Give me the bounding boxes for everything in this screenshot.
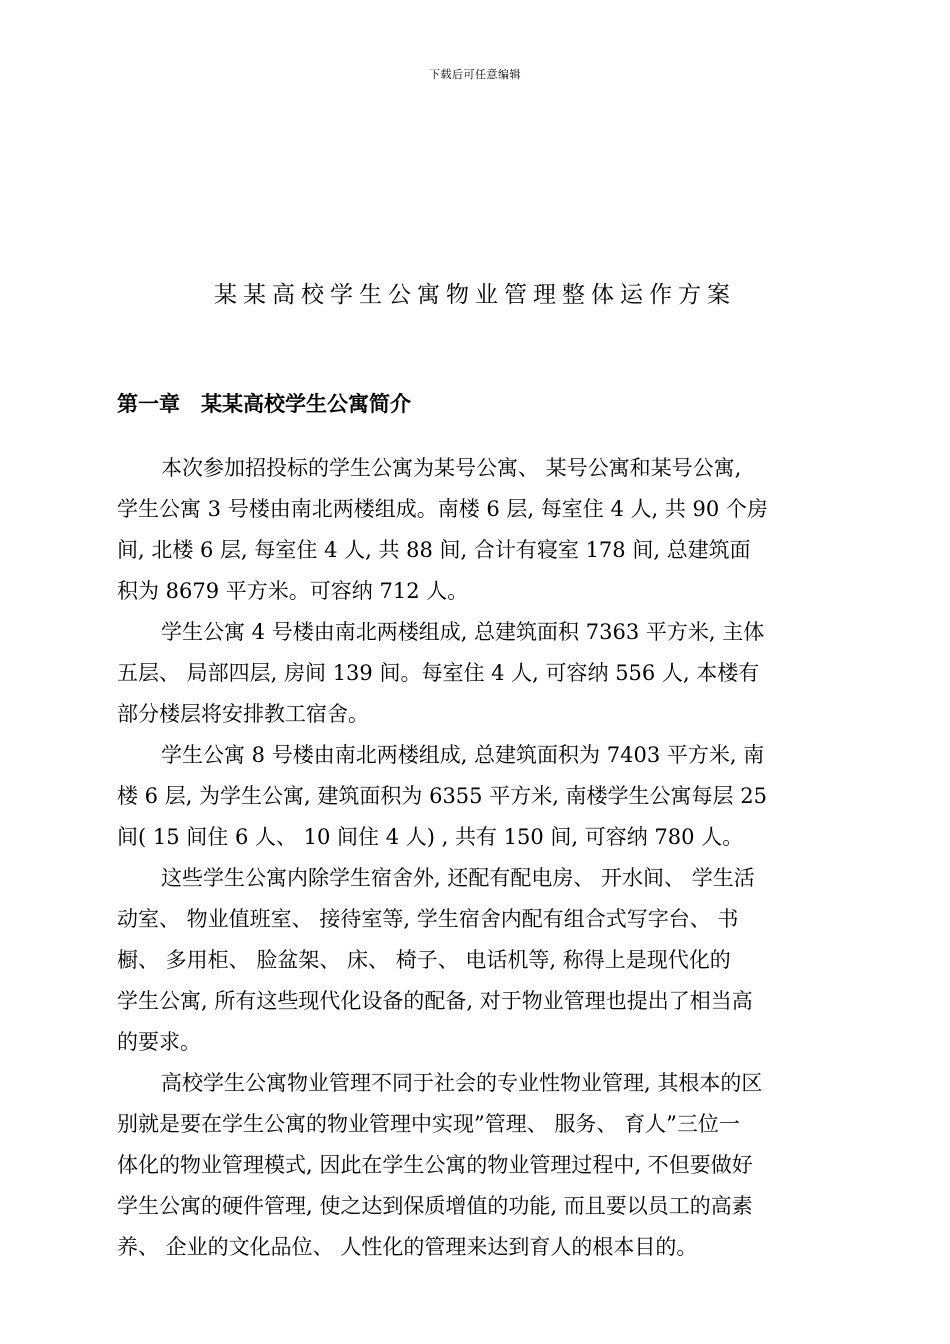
paragraph-line: 本次参加招投标的学生公寓为某号公寓、 某号公寓和某号公寓,: [161, 456, 742, 480]
paragraph-line: 部分楼层将安排教工宿舍。: [117, 702, 369, 726]
paragraph: [117, 858, 837, 1063]
document-title: 某某高校学生公寓物业管理整体运作方案: [214, 282, 736, 308]
paragraph-line: 楼 6 层, 为学生公寓, 建筑面积为 6355 平方米, 南楼学生公寓每层 25: [117, 784, 767, 808]
paragraph-line: 橱、 多用柜、 脸盆架、 床、 椅子、 电话机等, 称得上是现代化的: [117, 948, 731, 972]
paragraph-line: 养、 企业的文化品位、 人性化的管理来达到育人的根本目的。: [117, 1235, 698, 1259]
chapter-heading: 第一章 某某高校学生公寓简介: [117, 392, 411, 416]
paragraph-line: 体化的物业管理模式, 因此在学生公寓的物业管理过程中, 不但要做好: [117, 1153, 753, 1177]
body-text: [117, 448, 837, 1268]
paragraph-line: 高校学生公寓物业管理不同于社会的专业性物业管理, 其根本的区: [161, 1071, 763, 1095]
paragraph: [117, 735, 837, 858]
paragraph-line: 积为 8679 平方米。可容纳 712 人。: [117, 579, 469, 603]
paragraph-line: 这些学生公寓内除学生宿舍外, 还配有配电房、 开水间、 学生活: [161, 866, 755, 890]
paragraph-line: 动室、 物业值班室、 接待室等, 学生宿舍内配有组合式写字台、 书: [117, 907, 739, 931]
paragraph-line: 别就是要在学生公寓的物业管理中实现”管理、 服务、 育人”三位一: [117, 1112, 740, 1136]
paragraph-line: 学生公寓 3 号楼由南北两楼组成。南楼 6 层, 每室住 4 人, 共 90 个房: [117, 497, 768, 521]
paragraph-line: 学生公寓 4 号楼由南北两楼组成, 总建筑面积 7363 平方米, 主体: [161, 620, 765, 644]
paragraph-line: 的要求。: [117, 1030, 201, 1054]
paragraph-line: 学生公寓 8 号楼由南北两楼组成, 总建筑面积为 7403 平方米, 南: [161, 743, 765, 767]
paragraph: [117, 1063, 837, 1268]
header-note: 下载后可任意编辑: [429, 68, 521, 81]
paragraph-line: 五层、 局部四层, 房间 139 间。每室住 4 人, 可容纳 556 人, 本楼有: [117, 661, 760, 685]
paragraph-line: 学生公寓, 所有这些现代化设备的配备, 对于物业管理也提出了相当高: [117, 989, 753, 1013]
paragraph-line: 间, 北楼 6 层, 每室住 4 人, 共 88 间, 合计有寝室 178 间, 总建筑面: [117, 538, 751, 562]
paragraph: [117, 448, 837, 612]
paragraph-line: 间( 15 间住 6 人、 10 间住 4 人) , 共有 150 间, 可容纳 780 人。: [117, 825, 744, 849]
paragraph: [117, 612, 837, 735]
paragraph-line: 学生公寓的硬件管理, 使之达到保质增值的功能, 而且要以员工的高素: [117, 1194, 753, 1218]
